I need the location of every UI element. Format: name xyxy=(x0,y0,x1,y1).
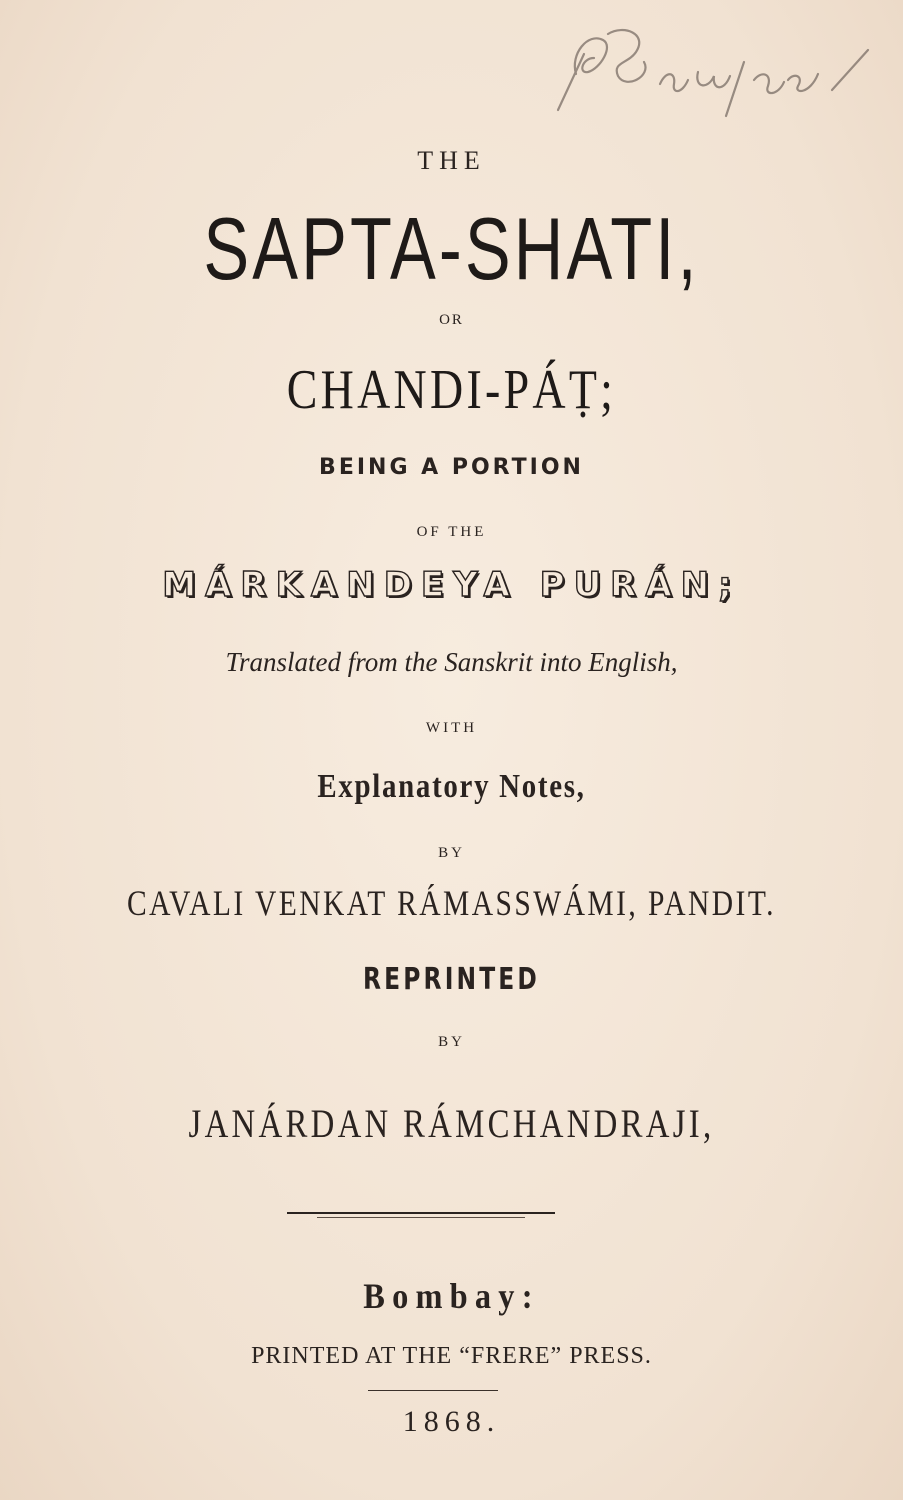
imprint-city: Bombay: xyxy=(363,1276,540,1316)
alternate-title: CHANDI-PÁṬ; xyxy=(286,359,617,421)
source-text-title: MÁRKANDEYA PURÁN; xyxy=(162,565,741,605)
author-name: CAVALI VENKAT RÁMASSWÁMI, PANDIT. xyxy=(127,883,776,923)
imprint-rule xyxy=(368,1390,498,1391)
main-title: SAPTA-SHATI, xyxy=(203,199,700,298)
imprint-press: PRINTED AT THE “FRERE” PRESS. xyxy=(251,1343,652,1369)
by-line-publisher: BY xyxy=(438,1034,465,1050)
description-of-the: OF THE xyxy=(416,524,487,540)
title-article: THE xyxy=(417,146,486,175)
imprint-year: 1868. xyxy=(402,1405,501,1438)
handwritten-signature xyxy=(548,14,878,124)
with-line: WITH xyxy=(425,720,478,736)
divider-rule xyxy=(287,1212,555,1214)
notes-line: Explanatory Notes, xyxy=(317,768,586,805)
publisher-name: JANÁRDAN RÁMCHANDRAJI, xyxy=(188,1101,715,1146)
by-line-author: BY xyxy=(438,845,465,861)
description-line: BEING A PORTION xyxy=(319,455,584,480)
signature-scribble xyxy=(548,14,878,124)
title-conjunction: OR xyxy=(439,312,464,328)
reprinted-line: REPRINTED xyxy=(363,962,540,997)
translation-note: Translated from the Sanskrit into English, xyxy=(225,647,678,677)
